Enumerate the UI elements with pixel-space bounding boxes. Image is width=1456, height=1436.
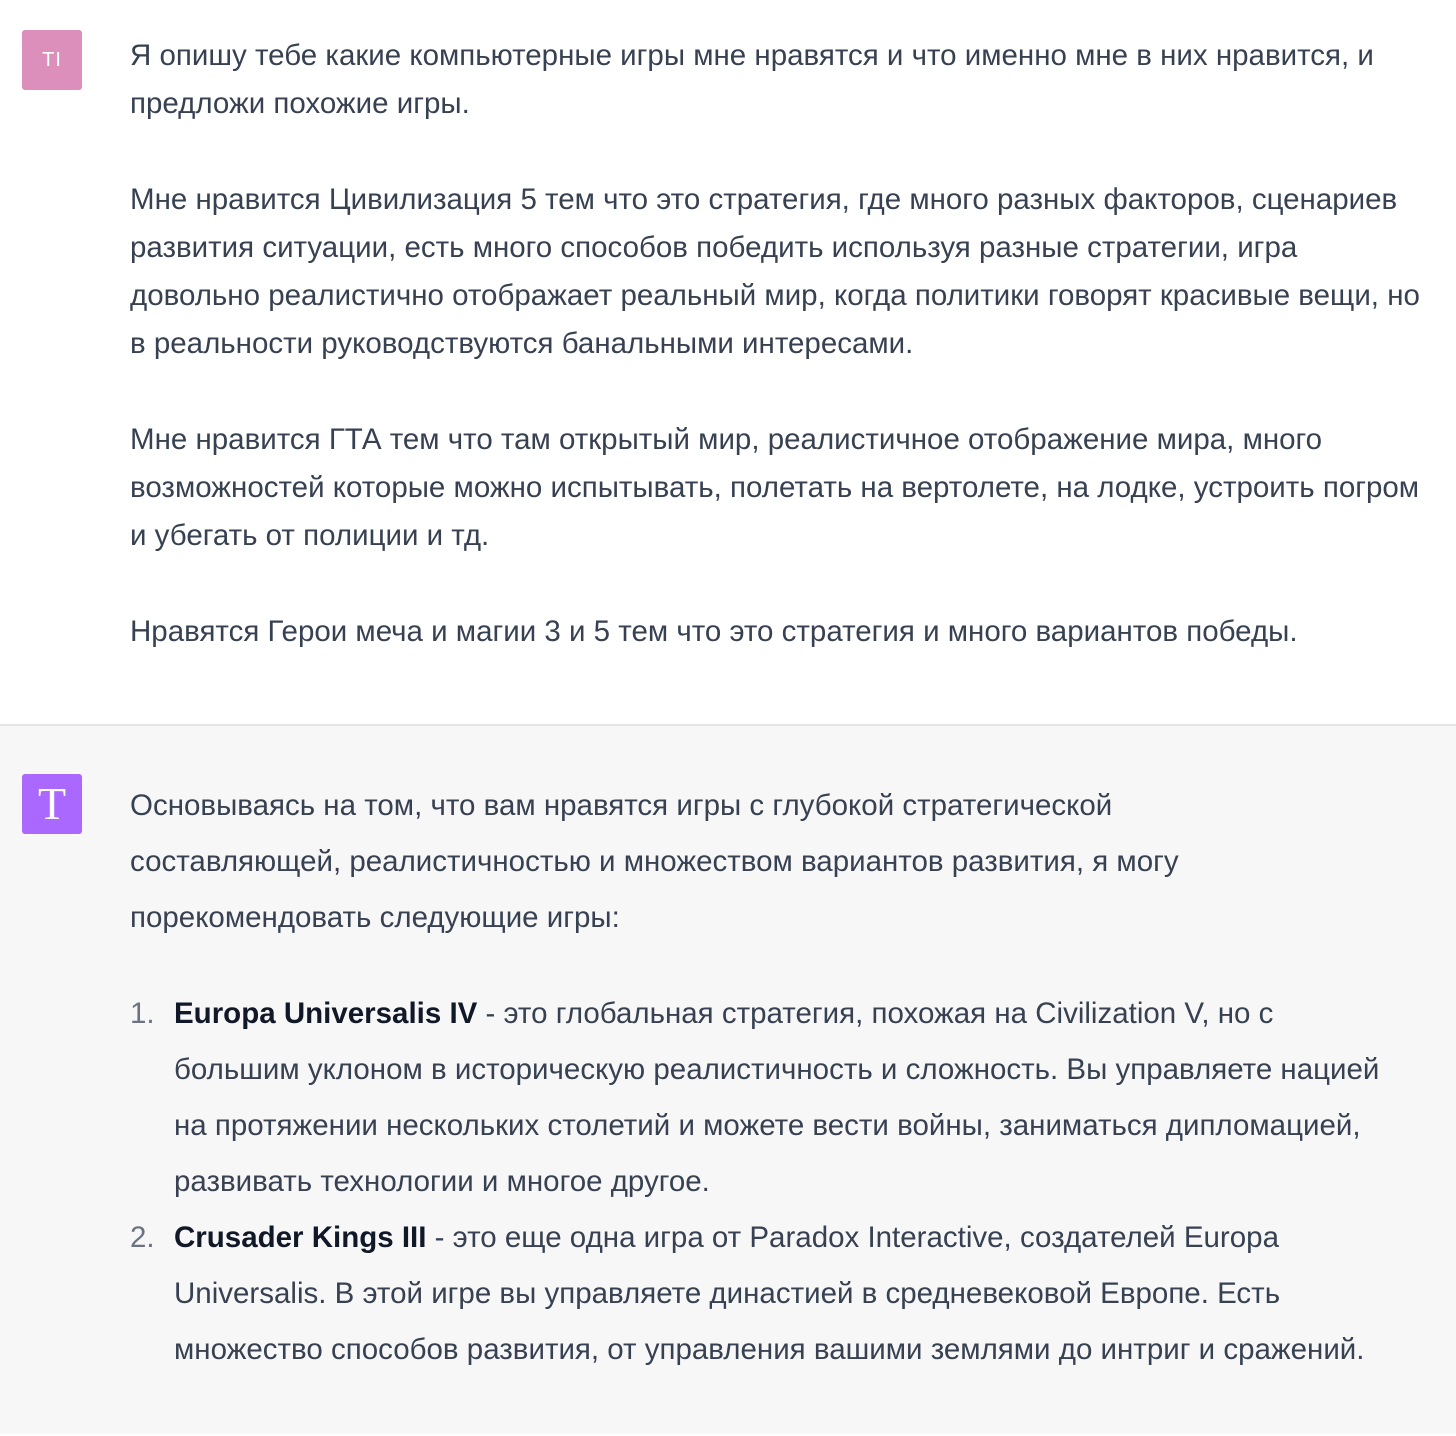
assistant-message-text bbox=[130, 778, 1420, 1378]
list-item-number: 2. bbox=[130, 1221, 155, 1254]
assistant-avatar bbox=[22, 774, 82, 834]
game-title: Crusader Kings III bbox=[174, 1221, 427, 1254]
game-title: Europa Universalis IV bbox=[174, 997, 478, 1030]
user-avatar-initials: TI bbox=[42, 48, 62, 71]
user-paragraph: Я опишу тебе какие компьютерные игры мне нравятся и что именно мне в них нравится, и предложи похожие игры. bbox=[130, 39, 1374, 120]
list-item-number: 1. bbox=[130, 997, 155, 1030]
game-description: - это еще одна игра от Paradox Interactive, создателей Europa Universalis. В этой игре вы управляете династией в средневековой Европе. Есть множество способов развития, от управления вашими землями до интриг и сражений. bbox=[174, 1221, 1365, 1366]
assistant-avatar-letter: T bbox=[37, 778, 67, 829]
user-message-text bbox=[130, 32, 1430, 656]
game-description: - это глобальная стратегия, похожая на Civilization V, но с большим уклоном в историческую реалистичность и сложность. Вы управляете нацией на протяжении нескольких столетий и можете вести войны, заниматься дипломацией, развивать технологии и многое другое. bbox=[174, 997, 1380, 1198]
assistant-intro: Основываясь на том, что вам нравятся игры с глубокой стратегической составляющей, реалистичностью и множеством вариантов развития, я могу порекомендовать следующие игры: bbox=[130, 789, 1179, 934]
user-paragraph: Нравятся Герои меча и магии 3 и 5 тем что это стратегия и много вариантов победы. bbox=[130, 615, 1298, 648]
user-paragraph: Мне нравится ГТА тем что там открытый мир, реалистичное отображение мира, много возможностей которые можно испытывать, полетать на вертолете, на лодке, устроить погром и убегать от полиции и тд. bbox=[130, 423, 1420, 552]
user-paragraph: Мне нравится Цивилизация 5 тем что это стратегия, где много разных факторов, сценариев развития ситуации, есть много способов победить используя разные стратегии, игра довольно реалистично отображает реальный мир, когда политики говорят красивые вещи, но в реальности руководствуются банальными интересами. bbox=[130, 183, 1420, 360]
list-item bbox=[130, 1210, 1404, 1378]
user-avatar bbox=[22, 30, 82, 90]
recommendation-list bbox=[130, 986, 1420, 1378]
list-item bbox=[130, 986, 1404, 1210]
